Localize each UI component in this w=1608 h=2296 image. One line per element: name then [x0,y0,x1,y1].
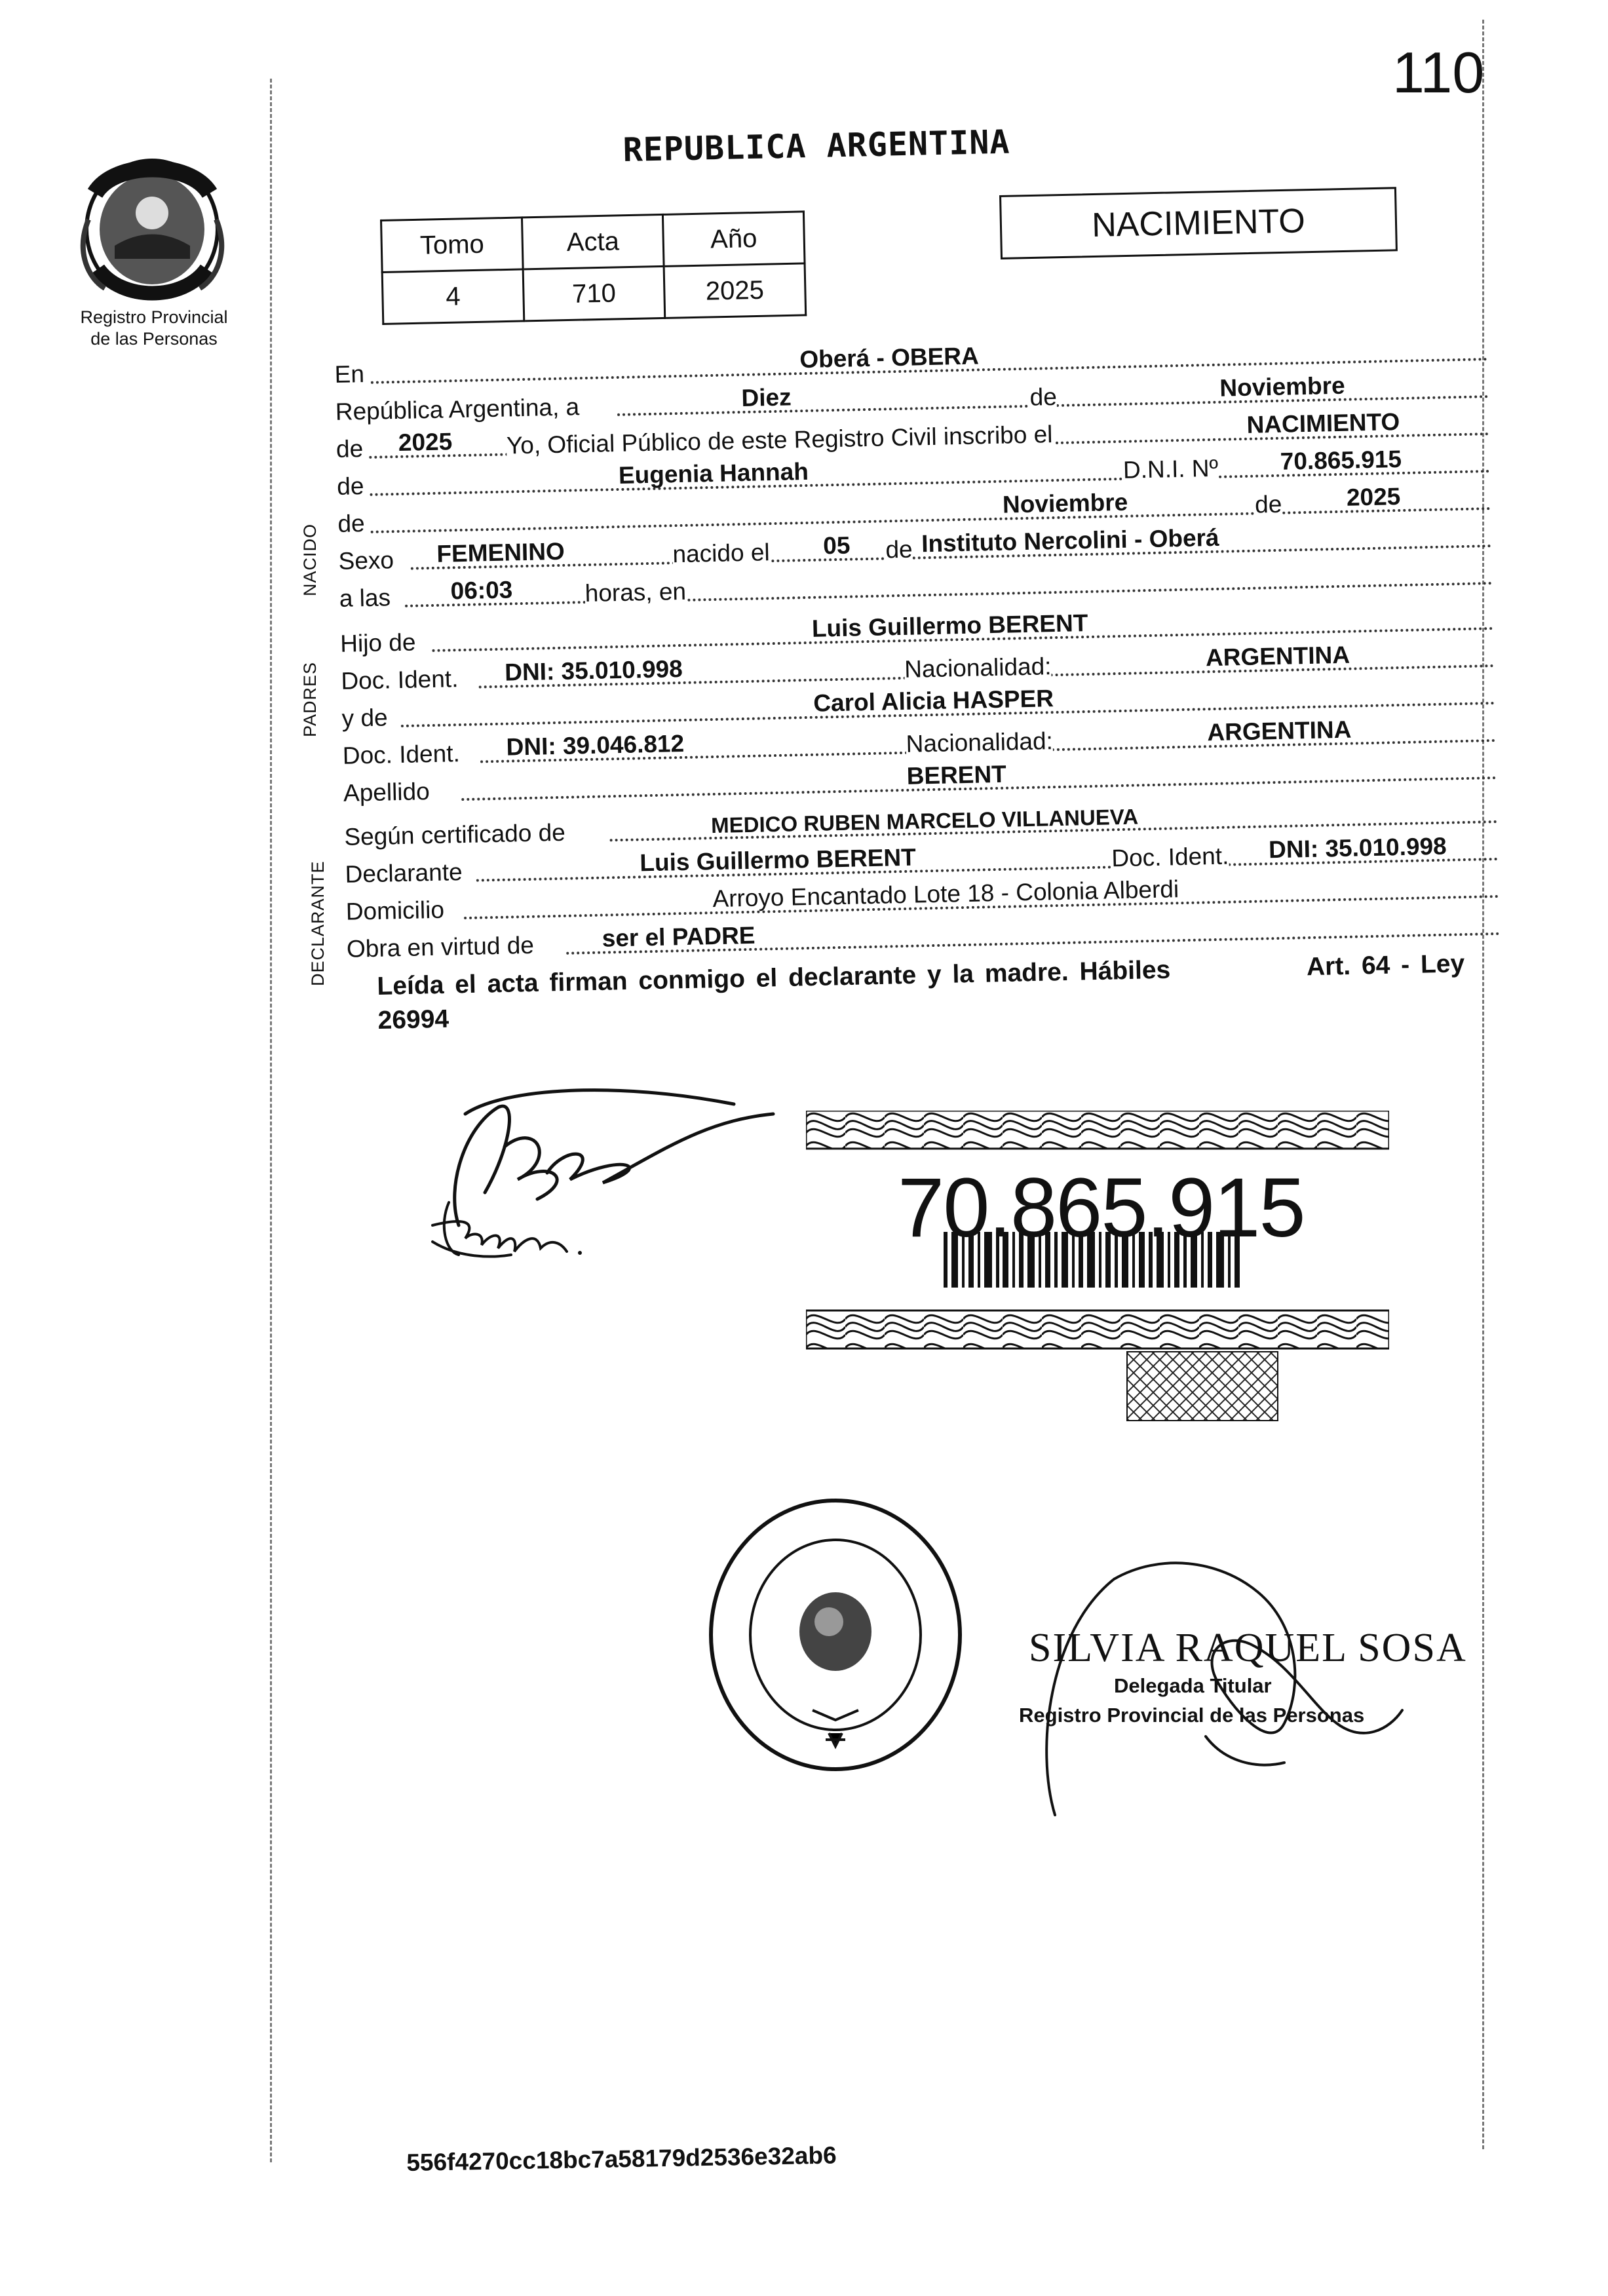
official-text: Yo, Oficial Público de este Registro Civil inscribo el [506,421,1053,459]
registry-name [66,307,242,350]
record-type-box: NACIMIENTO [999,187,1398,259]
horas-label: horas, en [584,577,687,607]
mother-doc-label: Doc. Ident. [342,740,461,769]
y-de-label: y de [341,704,389,732]
ano-value: 2025 [664,263,806,318]
closing-text: Leída el acta firman conmigo el declarante y la madre. Hábiles [377,955,1171,1001]
registry-line-1: Registro Provincial [80,307,228,327]
birth-date-de-label: de [337,510,366,537]
father-name: Luis Guillermo BERENT [811,609,1088,642]
closing-law-number: 26994 [377,1004,450,1035]
certificate-form [334,330,1500,966]
certifier-value: MEDICO RUBEN MARCELO VILLANUEVA [710,804,1139,838]
apellido-label: Apellido [343,778,431,807]
dni-label-number: 70.865.915 [898,1161,1305,1255]
coat-of-arms-icon [75,147,229,305]
birth-month: Noviembre [1002,488,1128,518]
surname-value: BERENT [906,760,1007,790]
hijo-label: Hijo de [339,628,416,657]
father-nationality-label: Nacionalidad: [904,653,1052,683]
closing-tail: Art. 64 - Ley [1306,949,1465,982]
document-hash: 556f4270cc18bc7a58179d2536e32ab6 [406,2141,837,2176]
father-doc-label: Doc. Ident. [341,665,459,695]
mother-signature [419,1193,616,1265]
acta-value: 710 [523,266,665,320]
nacido-label: nacido el [672,539,771,568]
child-dni: 70.865.915 [1280,445,1402,475]
mother-doc: DNI: 39.046.812 [506,729,685,761]
day-value: Diez [741,383,792,411]
father-nationality: ARGENTINA [1205,641,1350,672]
declarante-label: Declarante [345,858,463,888]
mother-nationality: ARGENTINA [1206,716,1352,746]
ano-header: Año [662,212,805,266]
declarant-name: Luis Guillermo BERENT [639,843,917,877]
domicilio-label: Domicilio [345,896,445,925]
side-label-padres: PADRES [300,661,320,737]
de-label: de [1029,383,1058,411]
registry-line-2: de las Personas [90,329,218,349]
birth-de-label: de [885,535,913,564]
tomo-value: 4 [382,269,524,324]
sexo-label: Sexo [338,546,394,575]
official-name: SILVIA RAQUEL SOSA [1029,1626,1467,1670]
registration-value-row [382,263,806,324]
a-las-label: a las [339,584,391,612]
birth-year-de-label: de [1254,490,1282,518]
side-label-nacido: NACIDO [300,523,320,596]
address-value: Arroyo Encantado Lote 18 - Colonia Alberdi [712,875,1179,913]
month-value: Noviembre [1219,372,1346,402]
obra-label: Obra en virtud de [346,931,535,963]
child-de-label: de [336,472,364,500]
birth-time: 06:03 [450,576,513,605]
birth-day: 05 [822,531,851,560]
official-role: Delegada Titular [1114,1674,1272,1697]
certificado-label: Según certificado de [344,818,566,851]
mother-name: Carol Alicia HASPER [813,685,1054,717]
year-prefix-label: de [335,435,364,463]
republica-label: República Argentina, a [335,393,580,425]
side-label-declarante: DECLARANTE [308,860,328,986]
sex-value: FEMENINO [436,537,565,567]
child-name: Eugenia Hannah [618,457,809,489]
dni-barcode-label [806,1111,1389,1425]
year-value: 2025 [398,428,453,456]
birth-place: Instituto Nercolini - Oberá [921,524,1219,558]
capacity-value: ser el PADRE [602,921,756,952]
declarant-doc-label: Doc. Ident. [1111,842,1229,872]
place-value: Oberá - OBERA [799,342,980,373]
mother-nationality-label: Nacionalidad: [906,727,1054,757]
official-seal-icon [704,1494,967,1776]
father-doc: DNI: 35.010.998 [504,655,683,686]
left-margin-line [270,79,272,2162]
acta-header: Acta [522,214,664,269]
page-number: 110 [1392,40,1485,105]
dni-label: D.N.I. Nº [1122,454,1219,484]
tomo-header: Tomo [381,218,524,272]
country-title: REPUBLICA ARGENTINA [622,123,1011,169]
registration-table [380,210,807,325]
birth-year: 2025 [1346,482,1401,511]
en-label: En [334,360,365,388]
official-office: Registro Provincial de las Personas [1019,1704,1365,1727]
registration-header-row [381,212,805,272]
event-value: NACIMIENTO [1246,408,1400,438]
declarant-doc: DNI: 35.010.998 [1268,832,1447,864]
